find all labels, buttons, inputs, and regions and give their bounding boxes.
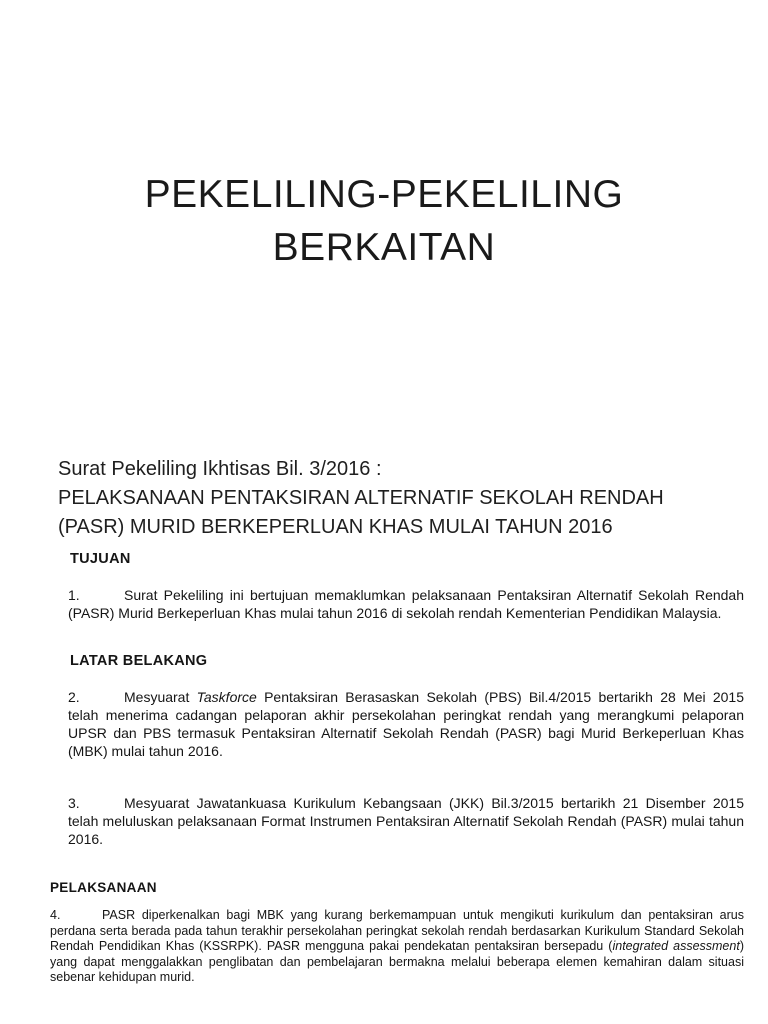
- paragraph-number: 1.: [68, 587, 80, 603]
- paragraph-text: Mesyuarat Jawatankuasa Kurikulum Kebangsaan (JKK) Bil.3/2015 bertarikh 21 Disember 2015 telah meluluskan pelaksanaan Format Instrumen Pentaksiran Alternatif Sekolah Rendah (PASR) mulai tahun 2016.: [68, 795, 744, 847]
- paragraph-text-end: ) yang dapat menggalakkan penglibatan dan pembelajaran bermakna melalui beberapa elemen kemahiran dalam situasi sebenar kehidupan murid.: [50, 939, 744, 985]
- title-line-2: BERKAITAN: [272, 226, 496, 269]
- paragraph-number: 3.: [68, 795, 80, 811]
- paragraph-4: [50, 908, 744, 986]
- page-title: [0, 168, 768, 274]
- paragraph-3: [68, 794, 744, 848]
- subtitle-line-3: (PASR) MURID BERKEPERLUAN KHAS MULAI TAHUN 2016: [58, 516, 613, 538]
- paragraph-text-start: PASR diperkenalkan bagi MBK yang kurang berkemampuan untuk mengikuti kurikulum dan pentaksiran arus perdana serta berada pada tahun terakhir persekolahan peringkat sekolah rendah berdasarkan Kurikulum Standard Sekolah Rendah Pendidikan Khas (KSSRPK). PASR mengguna pakai pendekatan pentaksiran bersepadu (: [50, 908, 744, 954]
- section-heading-latar-belakang: LATAR BELAKANG: [70, 653, 208, 669]
- paragraph-number: 4.: [50, 908, 61, 922]
- section-heading-tujuan: TUJUAN: [70, 551, 131, 567]
- paragraph-text-end: Pentaksiran Berasaskan Sekolah (PBS) Bil.4/2015 bertarikh 28 Mei 2015 telah menerima cadangan pelaporan akhir persekolahan peringkat rendah yang merangkumi pelaporan UPSR dan PBS termasuk Pentaksiran Alternatif Sekolah Rendah (PASR) bagi Murid Berkeperluan Khas (MBK) mulai tahun 2016.: [68, 689, 744, 759]
- subtitle-line-2: PELAKSANAAN PENTAKSIRAN ALTERNATIF SEKOLAH RENDAH: [58, 487, 664, 509]
- title-line-1: PEKELILING-PEKELILING: [144, 173, 624, 216]
- paragraph-number: 2.: [68, 689, 80, 705]
- paragraph-italic-term: integrated assessment: [612, 939, 740, 954]
- paragraph-text: Surat Pekeliling ini bertujuan memaklumkan pelaksanaan Pentaksiran Alternatif Sekolah Rendah (PASR) Murid Berkeperluan Khas mulai tahun 2016 di sekolah rendah Kementerian Pendidikan Malaysia.: [68, 587, 744, 621]
- paragraph-text-start: Mesyuarat: [124, 689, 197, 705]
- paragraph-italic-term: Taskforce: [196, 689, 257, 705]
- paragraph-2: [68, 688, 744, 760]
- section-heading-pelaksanaan: PELAKSANAAN: [50, 880, 157, 895]
- subtitle-line-1: Surat Pekeliling Ikhtisas Bil. 3/2016 :: [58, 458, 382, 480]
- paragraph-1: [68, 586, 744, 622]
- circular-subtitle: [58, 455, 748, 542]
